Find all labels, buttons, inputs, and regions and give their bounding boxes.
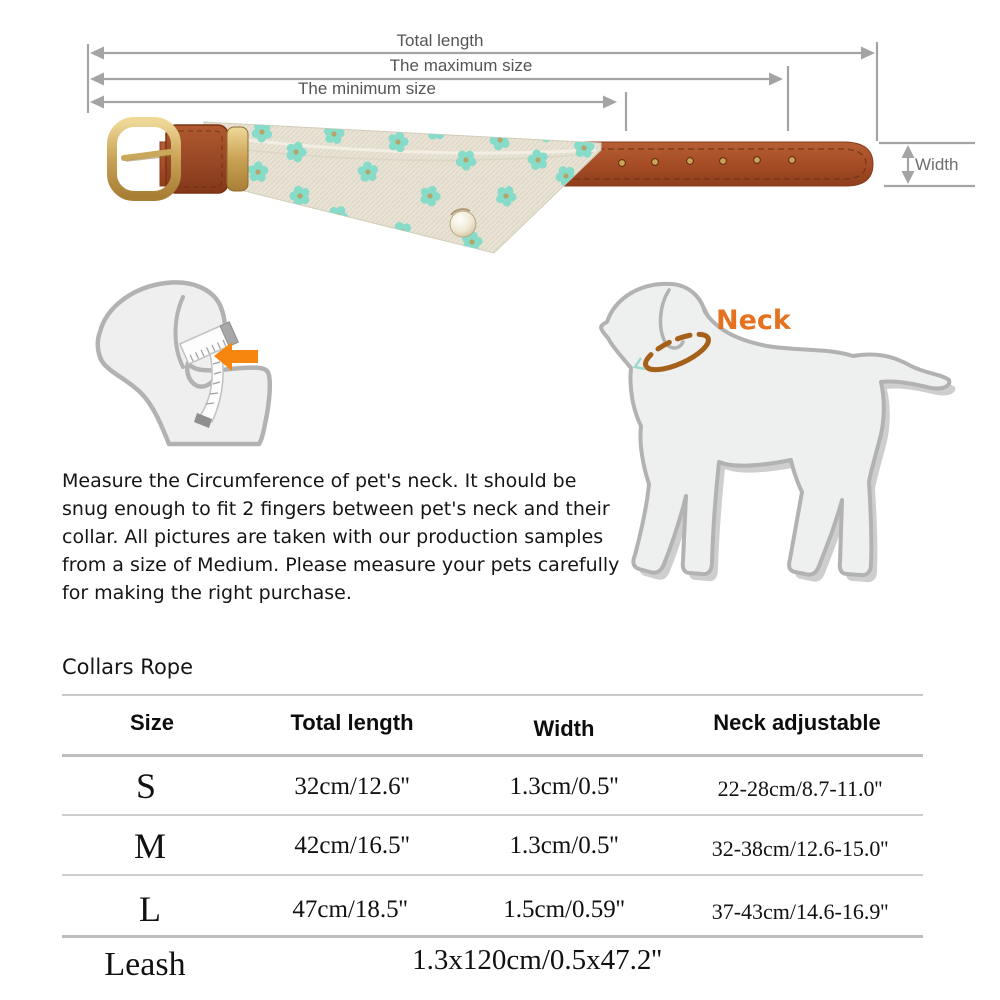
collar-illustration	[112, 117, 873, 254]
table-divider	[62, 694, 923, 696]
measuring-note	[62, 467, 619, 607]
note-line: from a size of Medium. Please measure your pets carefully	[62, 554, 620, 576]
note-line: collar. All pictures are taken with our production samples	[62, 526, 604, 548]
table-divider	[62, 814, 923, 816]
table-divider	[62, 874, 923, 876]
row-l-neck: 37-43cm/14.6-16.9''	[711, 899, 889, 924]
buckle-keeper	[227, 127, 248, 191]
min-size-label: The minimum size	[298, 79, 436, 98]
bandana-fabric	[204, 117, 601, 254]
table-divider	[62, 754, 923, 757]
row-m-width: 1.3cm/0.5''	[509, 832, 619, 859]
collar-buckle	[112, 122, 248, 196]
row-l-size: L	[139, 889, 161, 929]
col-header-total-length: Total length	[290, 710, 414, 735]
dog-head-measure-illustration	[80, 272, 370, 482]
row-s-total-length: 32cm/12.6''	[294, 773, 410, 800]
col-header-size: Size	[129, 710, 175, 735]
row-m-neck: 32-38cm/12.6-15.0''	[711, 836, 889, 861]
table-title: Collars Rope	[62, 655, 194, 679]
total-length-label: Total length	[396, 31, 484, 50]
row-l-width: 1.5cm/0.59''	[503, 896, 625, 923]
note-line: Measure the Circumference of pet's neck. It should be	[62, 470, 577, 492]
col-header-width: Width	[533, 716, 595, 741]
note-line: snug enough to fit 2 fingers between pet's neck and their	[62, 498, 610, 520]
leash-row-value: 1.3x120cm/0.5x47.2''	[412, 944, 662, 976]
dog-head-silhouette	[98, 282, 270, 444]
neck-label: Neck	[716, 305, 791, 336]
row-l-total-length: 47cm/18.5''	[292, 896, 408, 923]
width-label: Width	[915, 155, 959, 174]
table-divider	[62, 935, 923, 938]
leash-row-label: Leash	[104, 946, 186, 983]
col-header-neck-adjustable: Neck adjustable	[713, 710, 881, 735]
row-s-neck: 22-28cm/8.7-11.0''	[717, 776, 883, 801]
row-s-width: 1.3cm/0.5''	[509, 773, 619, 800]
pearl-button	[450, 211, 476, 237]
row-s-size: S	[135, 766, 157, 806]
row-m-total-length: 42cm/16.5''	[294, 832, 410, 859]
note-line: for making the right purchase.	[62, 582, 352, 604]
max-size-label: The maximum size	[389, 56, 533, 75]
row-m-size: M	[133, 826, 167, 866]
